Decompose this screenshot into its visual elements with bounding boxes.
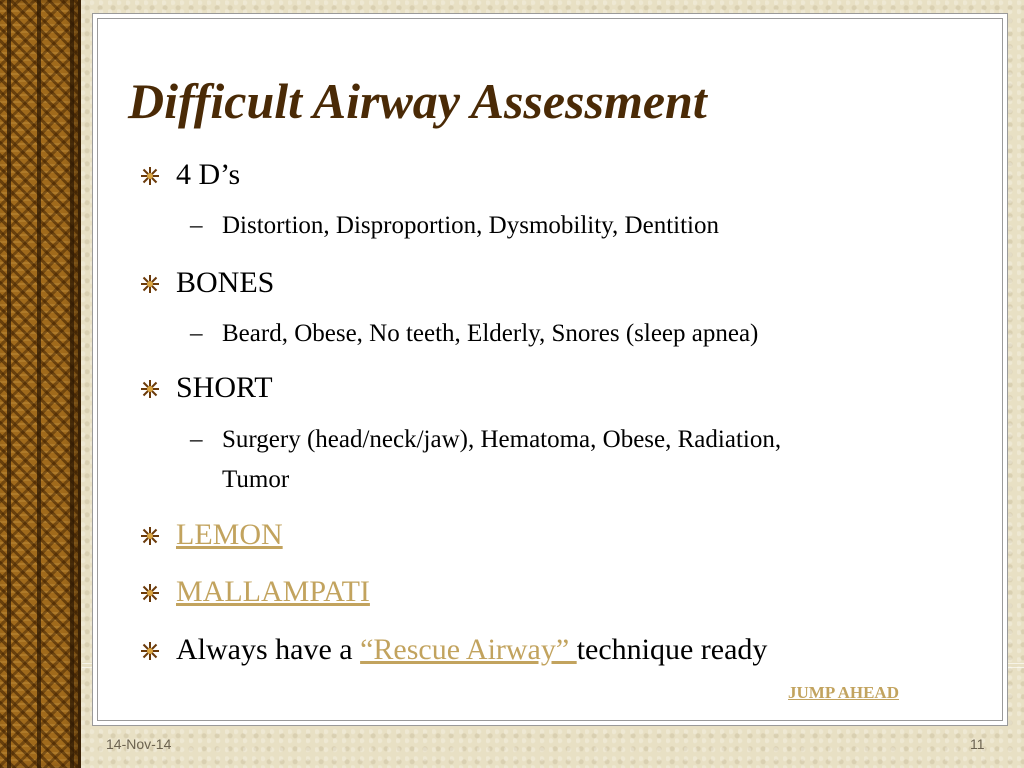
mallampati-link[interactable]: MALLAMPATI xyxy=(176,575,370,608)
sub-short-line2: Tumor xyxy=(222,466,290,493)
footer-date: 14-Nov-14 xyxy=(106,736,172,752)
rescue-airway-link[interactable]: “Rescue Airway” xyxy=(360,633,577,666)
bullet-4ds: 4 D’s xyxy=(176,158,241,191)
sub-dash: – xyxy=(190,212,203,239)
bullet-short: SHORT xyxy=(176,371,273,404)
starburst-bullet-icon xyxy=(140,526,160,546)
sub-bones: Beard, Obese, No teeth, Elderly, Snores (sleep apnea) xyxy=(222,320,759,347)
bullet-rescue-airway xyxy=(176,633,767,667)
sub-4ds: Distortion, Disproportion, Dysmobility, Dentition xyxy=(222,212,719,239)
sub-short-line1: Surgery (head/neck/jaw), Hematoma, Obese, Radiation, xyxy=(222,426,782,453)
starburst-bullet-icon xyxy=(140,166,160,186)
sub-dash: – xyxy=(190,426,203,453)
rescue-post-text: technique ready xyxy=(576,633,768,666)
starburst-bullet-icon xyxy=(140,274,160,294)
sub-dash: – xyxy=(190,320,203,347)
jump-ahead-link[interactable]: JUMP AHEAD xyxy=(788,683,899,702)
footer-page-number: 11 xyxy=(970,736,985,752)
rescue-pre-text: Always have a xyxy=(176,633,361,666)
bullet-bones: BONES xyxy=(176,266,275,299)
starburst-bullet-icon xyxy=(140,379,160,399)
starburst-bullet-icon xyxy=(140,641,160,661)
starburst-bullet-icon xyxy=(140,583,160,603)
lemon-link[interactable]: LEMON xyxy=(176,518,283,551)
slide-title: Difficult Airway Assessment xyxy=(128,73,707,129)
